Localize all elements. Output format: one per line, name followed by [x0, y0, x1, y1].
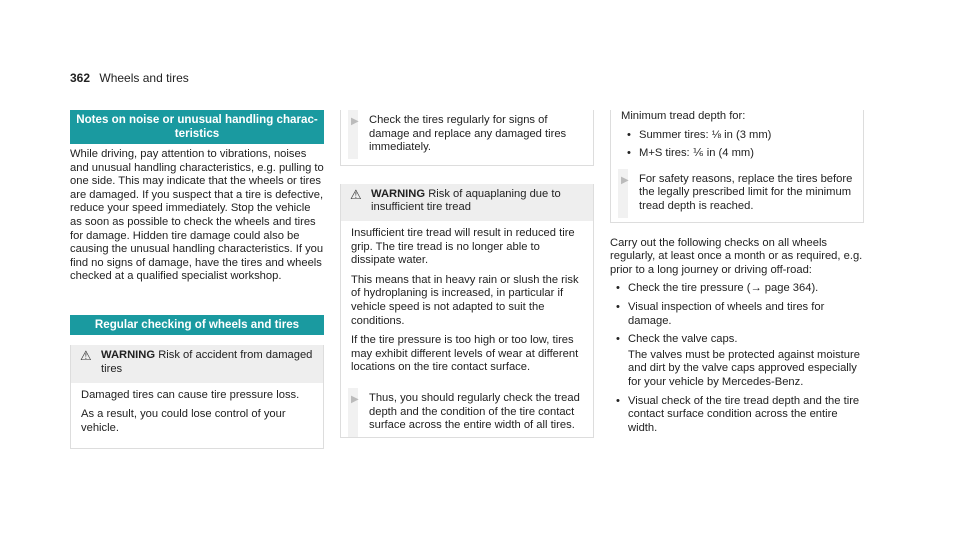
- section-title: Wheels and tires: [99, 71, 189, 85]
- warning-text-1: Damaged tires can cause tire pressure loss.: [81, 388, 300, 401]
- checks-intro: Carry out the following checks on all wheels regularly, at least once a month or as required, e.g. prior to a long journey or driving off-road:: [610, 236, 863, 276]
- column-2: [340, 110, 594, 438]
- page-number: 362: [70, 71, 91, 85]
- list-item: • M+S tires: ⅙ in (4 mm): [621, 147, 855, 161]
- warning-body: [341, 221, 593, 388]
- warning-label: WARNING: [371, 187, 426, 200]
- column-1: [70, 110, 324, 449]
- section-heading-noise: Notes on noise or unusual handling charac-teristics: [70, 110, 324, 144]
- step-text: Check the tires regularly for signs of damage and replace any damaged tires immediately.: [369, 114, 567, 154]
- warning-triangle-icon: ⚠: [350, 186, 362, 202]
- warning-title: Risk of aquaplaning due to insufficient tire tread: [371, 187, 561, 214]
- list-item: • Check the tire pressure (→ page 364).: [610, 282, 864, 296]
- warning-header: [71, 345, 323, 382]
- warning-title: Risk of accident from damaged tires: [101, 349, 313, 376]
- warning-header: [341, 184, 593, 221]
- instruction-step: [341, 388, 593, 437]
- step-text: For safety reasons, replace the tires before the legally prescribed limit for the minimum tread depth is reached.: [639, 172, 853, 212]
- warning-text-2: This means that in heavy rain or slush the risk of hydroplaning is increased, in particular if vehicle speed is not adapted to suit the conditions.: [351, 273, 579, 327]
- section-heading-regular-checking: Regular checking of wheels and tires: [70, 315, 324, 336]
- warning-triangle-icon: ⚠: [80, 348, 92, 364]
- valve-note: The valves must be protected against moisture and dirt by the valve caps approved especially for your vehicle by Mercedes-Benz.: [628, 348, 860, 388]
- list-item: • Summer tires: ⅛ in (3 mm): [621, 129, 855, 143]
- list-item: • Visual inspection of wheels and tires for damage.: [610, 301, 864, 328]
- list-item: • Check the valve caps.: [610, 333, 864, 347]
- warning-box-damaged-tires: [70, 345, 324, 449]
- warning-text-1: Insufficient tire tread will result in reduced tire grip. The tire tread is no longer able to dissipate water.: [351, 226, 575, 267]
- arrow-right-icon: ▶: [351, 393, 359, 405]
- page-header: [70, 71, 189, 85]
- list-item: • Visual check of the tire tread depth and the tire contact surface condition across the entire width.: [610, 395, 864, 436]
- arrow-right-icon: ▶: [621, 174, 629, 186]
- noise-paragraph: While driving, pay attention to vibrations, noises and unusual handling characteristics, e.g. pulling to one side. This may indicate that the wheels or tires are damaged. If you suspect that a tire is defective, reduce your speed immediately. Stop the vehicle as soon as possible to check the wheels and tires for damage. Hidden tire damage could also be causing the unusual handling characteristics. If you find no signs of damage, have the tires and wheels checked at a qualified specialist workshop.: [70, 148, 324, 283]
- tread-depth-box: [610, 110, 864, 223]
- warning-label: WARNING: [101, 349, 156, 362]
- warning-body: [71, 383, 323, 449]
- column-3: [610, 110, 864, 435]
- step-text: Thus, you should regularly check the tread depth and the condition of the tire contact surface across the entire width of all tires.: [369, 391, 580, 432]
- warning-box-aquaplaning: [340, 184, 594, 438]
- instruction-box-check-tires: [340, 110, 594, 166]
- warning-text-2: As a result, you could lose control of your vehicle.: [81, 408, 286, 434]
- warning-text-3: If the tire pressure is too high or too low, tires may exhibit different levels of wear at different locations on the tire contact surface.: [351, 334, 579, 374]
- tread-depth-content: [611, 110, 863, 161]
- instruction-step: [341, 110, 593, 159]
- instruction-step: [611, 169, 863, 218]
- min-tread-title: Minimum tread depth for:: [621, 110, 746, 122]
- arrow-right-icon: ▶: [351, 116, 359, 127]
